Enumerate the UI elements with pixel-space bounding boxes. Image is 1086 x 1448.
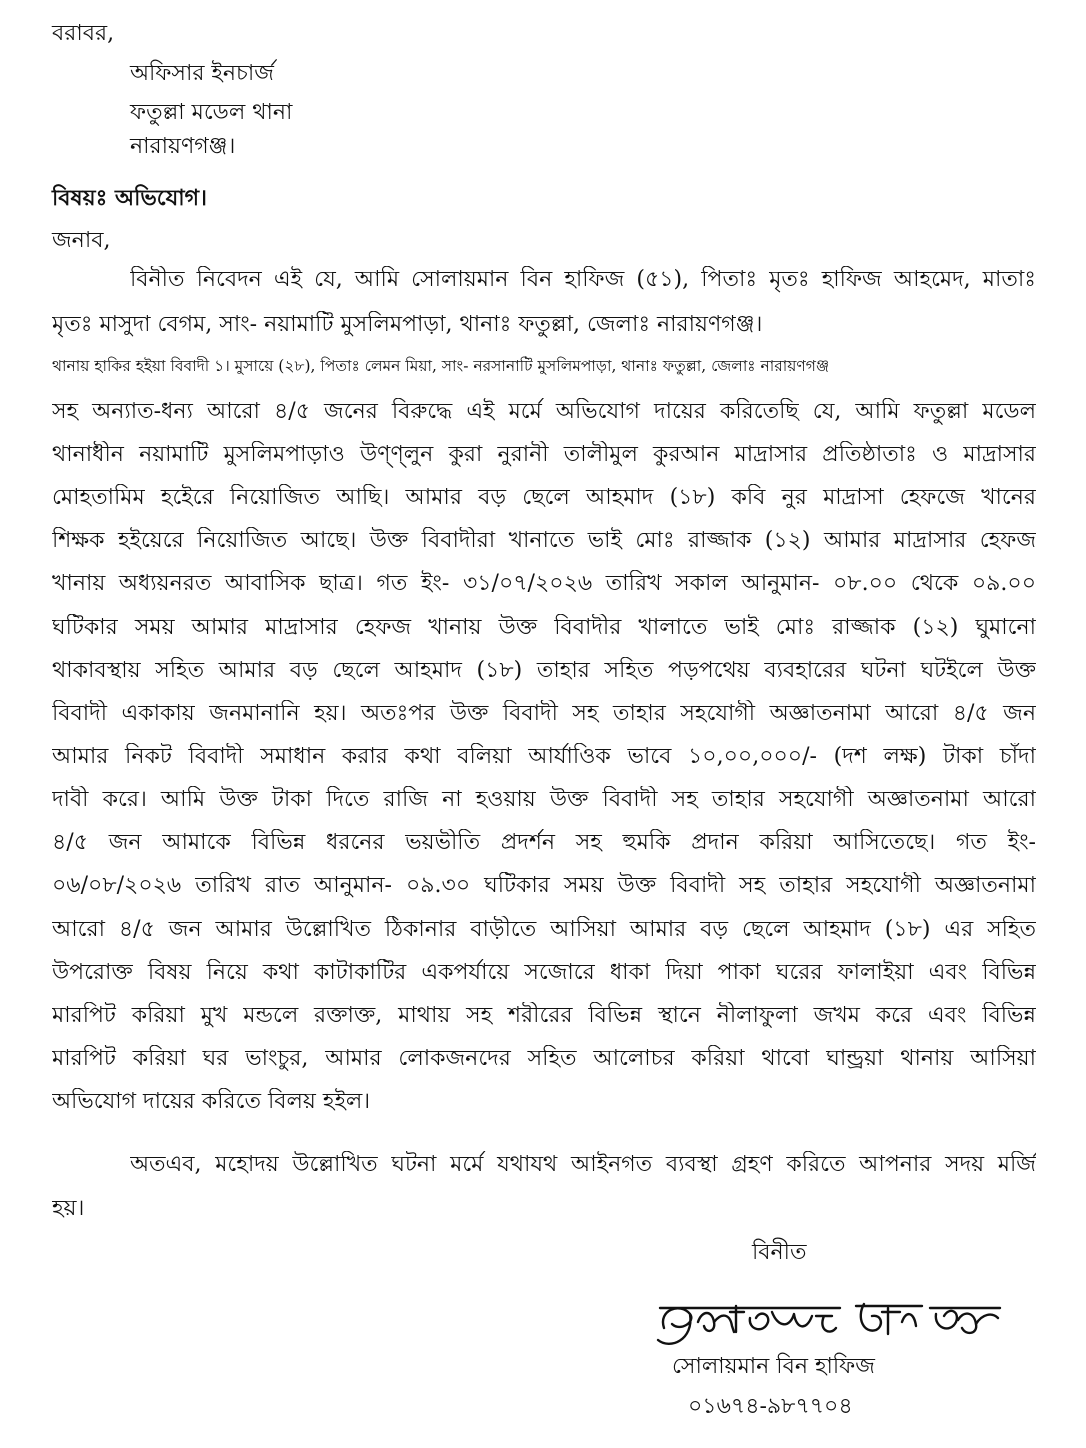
body-line: থানাধীন নয়ামাটি মুসলিমপাড়াও উণ্ণ্লুন কুরা নুরানী তালীমুল কুরআন মাদ্রাসার প্রতিষ্ঠাতাঃ ও মাদ্রাসার <box>52 442 1036 467</box>
handwritten-signature <box>650 1288 1010 1358</box>
body-line: সহ অন্যাত-ধন্য আরো ৪/৫ জনের বিরুদ্ধে এই মর্মে অভিযোগ দায়ের করিতেছি যে, আমি ফতুল্লা মডেল <box>52 399 1036 424</box>
sign-off-label: বিনীত <box>752 1240 807 1265</box>
signatory-name: সোলায়মান বিন হাফিজ <box>672 1354 875 1379</box>
body-line: মোহতামিম হইেরে নিয়োজিত আছি। আমার বড় ছেলে আহমাদ (১৮) কবি নুর মাদ্রাসা হেফজে খানের <box>52 485 1036 510</box>
signatory-phone: ০১৬৭৪-৯৮৭৭০৪ <box>688 1394 853 1419</box>
closing-line: হয়। <box>52 1196 85 1221</box>
body-line: ০৬/০৮/২০২৬ তারিখ রাত আনুমান- ০৯.৩০ ঘটিকার সময় উক্ত বিবাদী সহ তাহার সহযোগী অজ্ঞাতনামা <box>52 873 1036 898</box>
body-line: ঘটিকার সময় আমার মাদ্রাসার হেফজ খানায় উক্ত বিবাদীর খালাতে ভাই মোঃ রাজ্জাক (১২) ঘুমানো <box>52 615 1036 640</box>
body-line: বিবাদী একাকায় জনমানানি হয়। অতঃপর উক্ত বিবাদী সহ তাহার সহযোগী অজ্ঞাতনামা আরো ৪/৫ জন <box>52 701 1036 726</box>
recipient-district: নারায়ণগঞ্জ। <box>130 134 236 159</box>
body-line: মৃতঃ মাসুদা বেগম, সাং- নয়ামাটি মুসলিমপাড়া, থানাঃ ফতুল্লা, জেলাঃ নারায়ণগঞ্জ। <box>52 312 763 337</box>
body-line: উপরোক্ত বিষয় নিয়ে কথা কাটাকাটির একপর্যায়ে সজোরে ধাকা দিয়া পাকা ঘরের ফালাইয়া এবং বিভিন্ন <box>52 960 1036 985</box>
subject-line: বিষয়ঃ অভিযোগ। <box>52 185 207 211</box>
closing-line: অতএব, মহোদয় উল্লোখিত ঘটনা মর্মে যথাযথ আইনগত ব্যবস্থা গ্রহণ করিতে আপনার সদয় মর্জি <box>130 1152 1036 1177</box>
body-line: ৪/৫ জন আমাকে বিভিন্ন ধরনের ভয়ভীতি প্রদর্শন সহ হুমকি প্রদান করিয়া আসিতেছে। গত ইং- <box>52 830 1036 855</box>
body-line: অভিযোগ দায়ের করিতে বিলয় হইল। <box>52 1089 371 1114</box>
body-line: বিনীত নিবেদন এই যে, আমি সোলায়মান বিন হাফিজ (৫১), পিতাঃ মৃতঃ হাফিজ আহমেদ, মাতাঃ <box>130 267 1036 292</box>
greeting: জনাব, <box>52 228 111 253</box>
recipient-station: ফতুল্লা মডেল থানা <box>130 100 293 125</box>
body-line: খানায় অধ্যয়নরত আবাসিক ছাত্র। গত ইং- ৩১/০৭/২০২৬ তারিখ সকাল আনুমান- ০৮.০০ থেকে ০৯.০০ <box>52 571 1036 596</box>
recipient-title: অফিসার ইনচার্জ <box>130 61 274 86</box>
body-line: মারপিট করিয়া ঘর ভাংচুর, আমার লোকজনদের সহিত আলোচর করিয়া থাবো ঘান্ড্রয়া থানায় আসিয়া <box>52 1046 1036 1071</box>
body-line: আরো ৪/৫ জন আমার উল্লোখিত ঠিকানার বাড়ীতে আসিয়া আমার বড় ছেলে আহমাদ (১৮) এর সহিত <box>52 917 1036 942</box>
body-line: থানায় হাকির হইয়া বিবাদী ১। মুসায়ে (২৮), পিতাঃ লেমন মিয়া, সাং- নরসানাটি মুসলিমপাড়া, থানাঃ ফতুল্লা, জেলাঃ নারায়ণগঞ্জ <box>52 357 830 375</box>
body-line: দাবী করে। আমি উক্ত টাকা দিতে রাজি না হওয়ায় উক্ত বিবাদী সহ তাহার সহযোগী অজ্ঞাতনামা আরো <box>52 787 1036 812</box>
body-line: শিক্ষক হইয়েরে নিয়োজিত আছে। উক্ত বিবাদীরা খানাতে ভাই মোঃ রাজ্জাক (১২) আমার মাদ্রাসার হেফজ <box>52 528 1036 553</box>
body-line: মারপিট করিয়া মুখ মন্ডলে রক্তাক্ত, মাথায় সহ শরীরের বিভিন্ন স্থানে নীলাফুলা জখম করে এবং বিভিন্ন <box>52 1003 1036 1028</box>
body-line: আমার নিকট বিবাদী সমাধান করার কথা বলিয়া আর্যাওিক ভাবে ১০,০০,০০০/- (দশ লক্ষ) টাকা চাঁদা <box>52 744 1036 769</box>
body-line: থাকাবস্থায় সহিত আমার বড় ছেলে আহমাদ (১৮) তাহার সহিত পড়পথেয় ব্যবহারের ঘটনা ঘটইলে উক্ত <box>52 658 1036 683</box>
salutation-to: বরাবর, <box>52 21 115 46</box>
